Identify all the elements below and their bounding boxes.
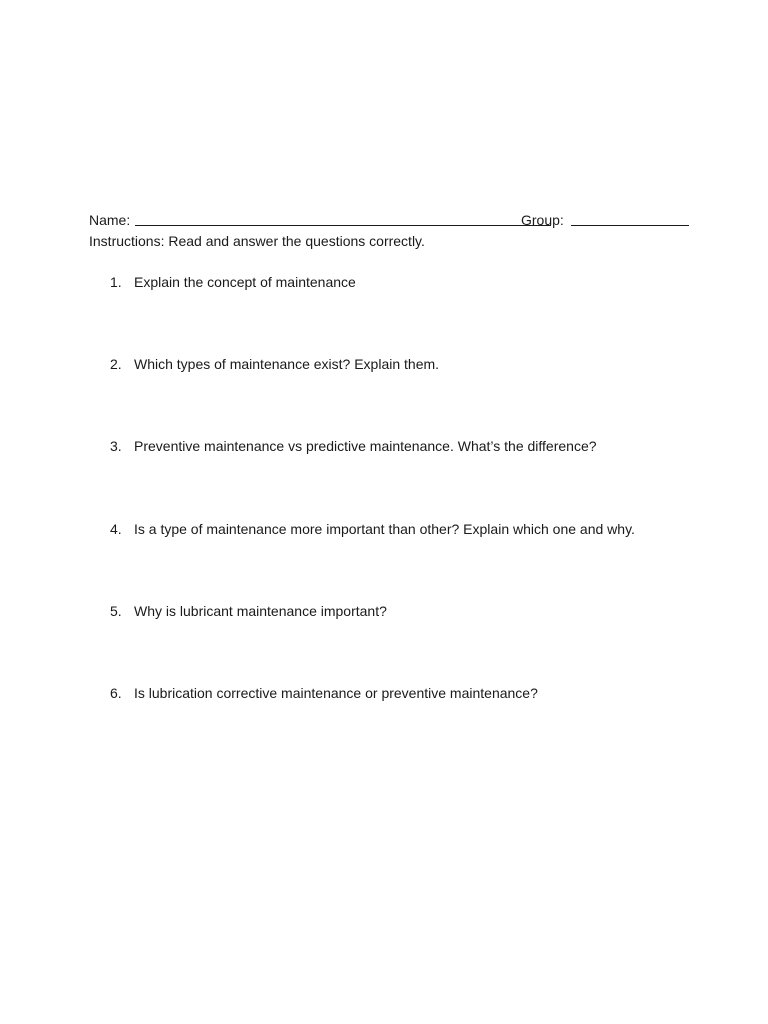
question-text: Explain the concept of maintenance [134, 274, 356, 290]
question-text: Is a type of maintenance more important than other? Explain which one and why. [134, 521, 635, 537]
question-number: 4. [110, 521, 122, 537]
question-item [110, 436, 597, 456]
question-item [110, 272, 356, 292]
question-number: 2. [110, 356, 122, 372]
name-label: Name: [89, 212, 131, 228]
question-item [110, 519, 635, 539]
question-number: 3. [110, 438, 122, 454]
question-item [110, 683, 538, 703]
question-text: Why is lubricant maintenance important? [134, 603, 387, 619]
question-number: 1. [110, 274, 122, 290]
instructions-text: Instructions: Read and answer the questions correctly. [89, 233, 425, 249]
question-item [110, 354, 439, 374]
group-blank-line[interactable] [571, 225, 689, 226]
group-label: Group: [521, 212, 564, 228]
question-number: 6. [110, 685, 122, 701]
question-number: 5. [110, 603, 122, 619]
question-text: Which types of maintenance exist? Explain them. [134, 356, 440, 372]
header-row [89, 210, 699, 230]
name-blank-line[interactable] [135, 225, 551, 226]
question-text: Preventive maintenance vs predictive maintenance. What’s the difference? [134, 438, 597, 454]
question-item [110, 601, 387, 621]
question-text: Is lubrication corrective maintenance or preventive maintenance? [134, 685, 538, 701]
